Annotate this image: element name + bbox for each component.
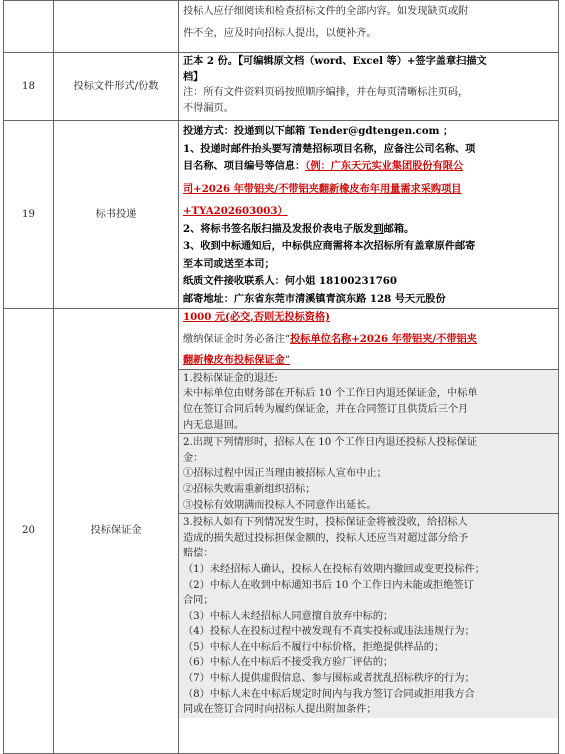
row-number: 20 [4, 309, 54, 754]
example-text: 司+2026 年带铝夹/不带铝夹翻新橡皮布年用量需求采购项目 [183, 182, 462, 195]
row-number-cell [4, 1, 54, 53]
forfeiture-section: 3.投标人如有下列情况发生时，投标保证金将被没收，给招标人 造成的损失超过投标担保金额的，投标人还应当对超过部分给予 赔偿： （1）未经招标人确认，投标人在投标有效期内撤回或变更投标件； （2）中标人在收到中标通知书后 10 个工作日内未能或拒绝签订 合同； （3）中标人未经招标人同意擅自放弃中标的； （4）投标人在投标过程中被发现有不真实投标或违法违规行为； （5）中标人在中标后不履行中标价格，拒绝提供样品的； （6）中标人在中标后不接受我方验厂评估的； （7）中标人提供虚假信息、参与围标或者扰乱招标秩序的行为； （8）中标人未在中标后规定时间内与我方签订合同或拒用我方合 同或在签订合同时向招标人提出附加条件； [179, 513, 558, 718]
row-label: 投标文件形式/份数 [54, 53, 179, 121]
row-content-cell [179, 121, 559, 309]
delivery-step: 至本司或送至本司； [183, 257, 275, 270]
row-number: 18 [4, 53, 54, 121]
refund-section: 1.投标保证金的退还: 未中标单位由财务部在开标后 10 个工作日内退还保证金，中标单 位在签订合同后转为履约保证金，并在合同签订且供货后三个月 内无息退回。 [179, 369, 558, 433]
deposit-remark: 翻新橡皮布投标保证金” [183, 354, 291, 367]
delivery-method: 投递方式：投递到以下邮箱 Tender@gdtengen.com ； [183, 125, 454, 137]
contact-line: 纸质文件接收联系人：何小姐 18100231760 [183, 275, 397, 287]
copies-line: 档】 [183, 71, 204, 83]
note-line: 注：所有文件资料页码按照顺序编排，并在每页清晰标注页码， [183, 87, 469, 98]
deposit-remark: 缴纳保证金时务必备注“投标单位名称+2026 年带铝夹/不带铝夹 [183, 332, 477, 345]
deposit-amount: 1000 元(必交,否则无投标资格) [183, 311, 330, 323]
table-row-18 [4, 53, 559, 121]
delivery-step: 目名称、项目编号等信息：（例：广东天元实业集团股份有限公 [183, 160, 464, 172]
example-text: +TYA202603003） [183, 205, 288, 217]
copies-line: 正本 2 份。【可编辑原文档（word、Excel 等）+签字盖章扫描文 [183, 55, 487, 67]
example-text: （例：广东天元实业集团股份有限公 [305, 160, 464, 172]
row-label-cell [54, 1, 179, 53]
note-line: 不得漏页。 [183, 103, 234, 114]
row-content-cell [179, 309, 559, 754]
table-row-17-cont [4, 1, 559, 53]
table-row-20 [4, 309, 559, 754]
row-label: 标书投递 [54, 121, 179, 309]
row-number: 19 [4, 121, 54, 309]
delivery-step: 3、收到中标通知后，中标供应商需将本次招标所有盖章原件邮寄 [183, 240, 476, 252]
deposit-amount-block [179, 309, 558, 369]
content-line: 件不全，应及时向招标人提出，以便补齐。 [183, 28, 377, 39]
address-line: 邮寄地址：广东省东莞市清溪镇青滨东路 128 号天元股份 [183, 292, 446, 305]
return-conditions-section: 2.出现下列情形时，招标人在 10 个工作日内退还投标人投标保证 金： ①招标过程中因正当理由被招标人宣布中止； ②招标失败需重新组织招标； ③投标有效期满而投标人不同意作出延长。 [179, 433, 558, 513]
tender-table [3, 0, 559, 754]
row-label: 投标保证金 [54, 309, 179, 754]
table-row-19 [4, 121, 559, 309]
row-content-cell [179, 53, 559, 121]
row-content-cell [179, 1, 559, 53]
delivery-step: 1、投递时邮件抬头要写清楚招标项目名称，应备注公司名称、项 [183, 142, 476, 155]
delivery-step: 2、将标书签名版扫描及发报价表电子版发到邮箱。 [183, 222, 415, 235]
content-line: 投标人应仔细阅读和检查招标文件的全部内容。如发现缺页或附 [183, 6, 469, 17]
